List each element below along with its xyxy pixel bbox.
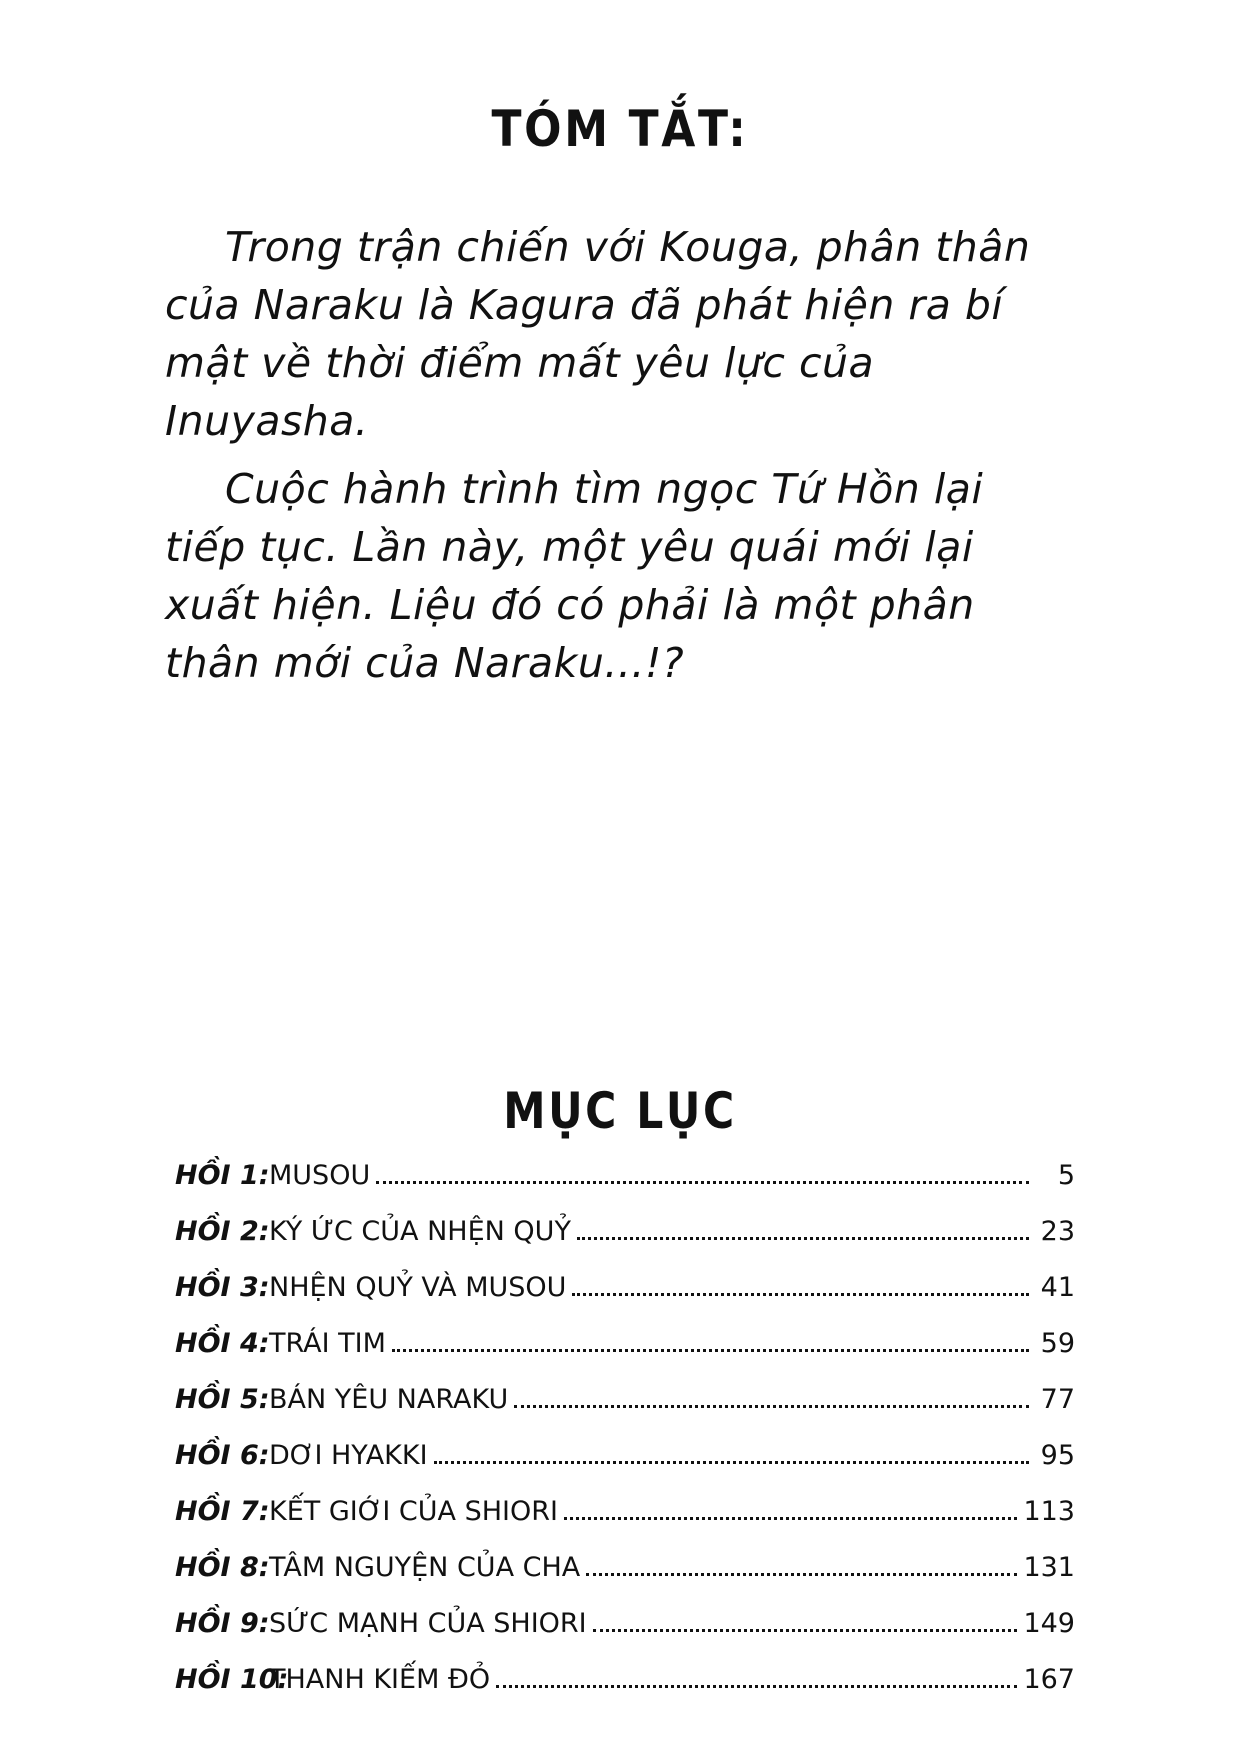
toc-entry-page: 41 [1040, 1272, 1075, 1303]
toc-dot-leader [586, 1573, 1017, 1576]
toc-entry-page: 131 [1023, 1552, 1075, 1583]
toc-entry-name: DƠI HYAKKI [269, 1440, 428, 1471]
toc-entry-page: 77 [1040, 1384, 1075, 1415]
toc-entry-page: 167 [1023, 1664, 1075, 1695]
summary-text [165, 218, 1065, 702]
toc-entry-label: HỒI 5: [175, 1384, 270, 1415]
toc-dot-leader [496, 1685, 1017, 1688]
toc-entry[interactable] [175, 1328, 1075, 1384]
toc-entry[interactable] [175, 1552, 1075, 1608]
toc-entry[interactable] [175, 1272, 1075, 1328]
toc-entry-name: TRÁI TIM [269, 1328, 386, 1359]
toc-entry-label: HỒI 7: [175, 1496, 270, 1527]
toc-entry-label: HỒI 10: [175, 1664, 289, 1695]
toc-entry[interactable] [175, 1664, 1075, 1720]
toc-entry[interactable] [175, 1384, 1075, 1440]
summary-title: TÓM TẮT: [491, 99, 749, 158]
toc-entry-name: KẾT GIỚI CỦA SHIORI [269, 1496, 558, 1527]
toc-entry-name: TÂM NGUYỆN CỦA CHA [269, 1552, 581, 1583]
toc-dot-leader [392, 1349, 1029, 1352]
toc-entry-page: 113 [1023, 1496, 1075, 1527]
toc-entry[interactable] [175, 1440, 1075, 1496]
toc-entry-name: THANH KIẾM ĐỎ [269, 1664, 491, 1695]
toc-entry[interactable] [175, 1496, 1075, 1552]
toc-entry-label: HỒI 8: [175, 1552, 270, 1583]
toc-entry-page: 59 [1040, 1328, 1075, 1359]
toc-entry-name: SỨC MẠNH CỦA SHIORI [269, 1608, 587, 1639]
toc-dot-leader [572, 1293, 1029, 1296]
toc-entry-page: 149 [1023, 1608, 1075, 1639]
summary-paragraph: Trong trận chiến với Kouga, phân thân của Naraku là Kagura đã phát hiện ra bí mật về thời điểm mất yêu lực của Inuyasha. [165, 223, 1031, 445]
toc-entry-page: 95 [1040, 1440, 1075, 1471]
toc-entry-page: 5 [1057, 1160, 1075, 1191]
summary-paragraph: Cuộc hành trình tìm ngọc Tứ Hồn lại tiếp tục. Lần này, một yêu quái mới lại xuất hiện. Liệu đó có phải là một phân thân mới của Naraku...!? [165, 465, 984, 687]
toc-dot-leader [434, 1461, 1029, 1464]
toc-entry-label: HỒI 4: [175, 1328, 270, 1359]
toc-dot-leader [593, 1629, 1018, 1632]
toc-dot-leader [376, 1181, 1029, 1184]
toc-entry-label: HỒI 1: [175, 1160, 270, 1191]
toc-entry[interactable] [175, 1608, 1075, 1664]
toc-dot-leader [564, 1517, 1017, 1520]
toc-dot-leader [577, 1237, 1029, 1240]
toc-entry-name: KÝ ỨC CỦA NHỆN QUỶ [269, 1216, 571, 1247]
toc-dot-leader [514, 1405, 1029, 1408]
toc-entry[interactable] [175, 1160, 1075, 1216]
toc-entry-page: 23 [1040, 1216, 1075, 1247]
toc-title: MỤC LỤC [503, 1081, 737, 1140]
toc-entry-label: HỒI 2: [175, 1216, 270, 1247]
toc-entry-label: HỒI 3: [175, 1272, 270, 1303]
toc-entry-name: NHỆN QUỶ VÀ MUSOU [269, 1272, 567, 1303]
toc-entry-label: HỒI 6: [175, 1440, 270, 1471]
toc-entry-name: BÁN YÊU NARAKU [269, 1384, 509, 1415]
toc-entry[interactable] [175, 1216, 1075, 1272]
toc-entry-label: HỒI 9: [175, 1608, 270, 1639]
table-of-contents [175, 1160, 1075, 1720]
toc-entry-name: MUSOU [269, 1160, 371, 1191]
